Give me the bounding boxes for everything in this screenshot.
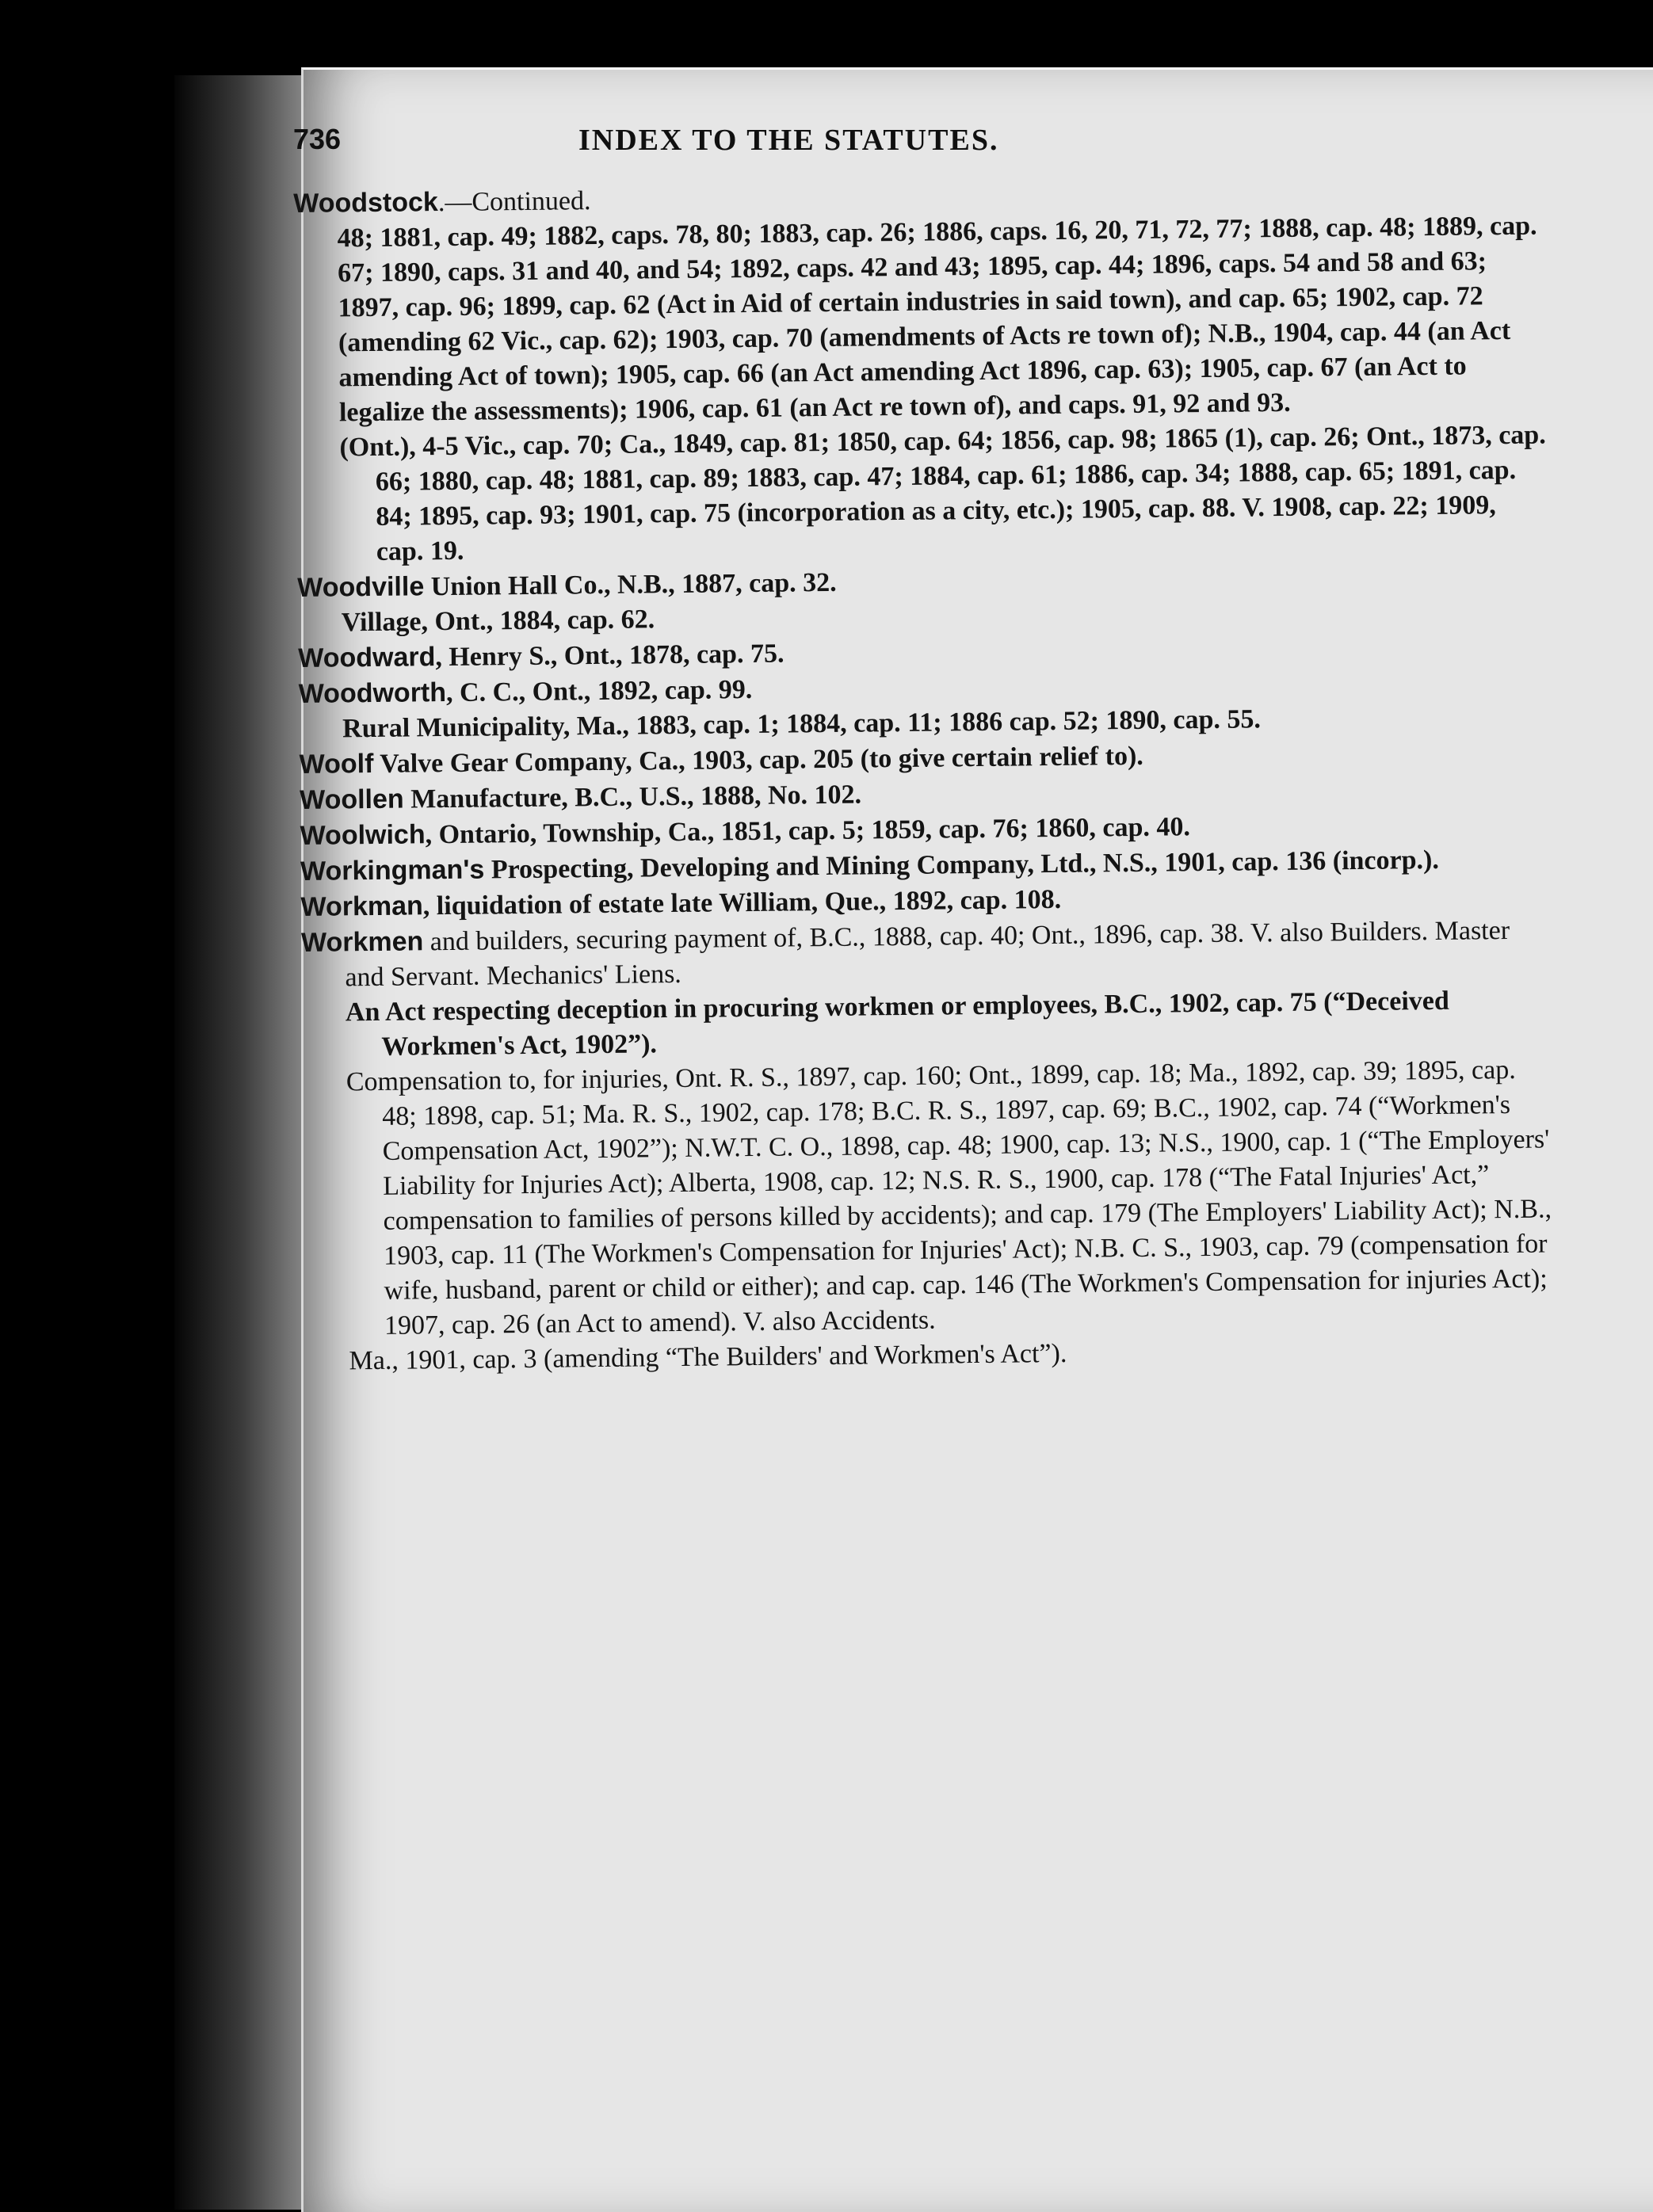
entry-headword: Woollen xyxy=(299,784,404,815)
entry-text: Valve Gear Company, Ca., 1903, cap. 205 (to give certain relief to). xyxy=(373,741,1143,779)
entry-text: An Act respecting deception in procuring workmen or employees, B.C., 1902, cap. 75 (“Deceived Workmen's Act, 1902”). xyxy=(345,986,1449,1062)
entry-headword: Woodstock xyxy=(293,187,439,219)
entry-text: .—Continued. xyxy=(437,186,591,218)
entry-text: Rural Municipality, Ma., 1883, cap. 1; 1884, cap. 11; 1886 cap. 52; 1890, cap. 55. xyxy=(342,704,1262,744)
index-entry xyxy=(296,418,1549,570)
page-number: 736 xyxy=(293,123,342,155)
index-entry xyxy=(302,982,1555,1066)
entry-headword: Woodward xyxy=(298,642,436,673)
entry-text: , C. C., Ont., 1892, cap. 99. xyxy=(445,674,753,708)
index-entries xyxy=(293,173,1558,1379)
entry-text: 48; 1881, cap. 49; 1882, caps. 78, 80; 1883, cap. 26; 1886, caps. 16, 20, 71, 72, 77; 1888, cap. 48; 1889, cap. 67; 1890, caps. 31 and 40, and 54; 1892, caps. 42 and 43; 1895, cap. 44; 1896, caps. 54 and 58 and 63; 1897, cap. 96; 1899, cap. 62 (Act in Aid of certain industries in said town), and cap. 65; 1902, cap. 72 (amending 62 Vic., cap. 62); 1903, cap. 70 (amendments of Acts re town of); N.B., 1904, cap. 44 (an Act amending Act of town); 1905, cap. 66 (an Act amending Act 1896, cap. 63); 1905, cap. 67 (an Act to legalize the assessments); 1906, cap. 61 (an Act re town of), and caps. 91, 92 and 93. xyxy=(337,211,1537,428)
index-entry xyxy=(293,208,1548,431)
entry-text: Village, Ont., 1884, cap. 62. xyxy=(341,604,655,638)
entry-text: Union Hall Co., N.B., 1887, cap. 32. xyxy=(424,567,837,602)
entry-text: , liquidation of estate late William, Que., 1892, cap. 108. xyxy=(422,884,1062,921)
entry-headword: Woodworth xyxy=(298,677,447,709)
entry-headword: Workingman's xyxy=(300,854,485,887)
page-header xyxy=(293,123,1260,170)
entry-text: , Ontario, Township, Ca., 1851, cap. 5; 1859, cap. 76; 1860, cap. 40. xyxy=(425,812,1191,850)
entry-text: (Ont.), 4-5 Vic., cap. 70; Ca., 1849, cap. 81; 1850, cap. 64; 1856, cap. 98; 1865 (1), cap. 26; Ont., 1873, cap. 66; 1880, cap. 48; 1881, cap. 89; 1883, cap. 47; 1884, cap. 61; 1886, cap. 34; 1888, cap. 65; 1891, cap. 84; 1895, cap. 93; 1901, cap. 75 (incorporation as a city, etc.); 1905, cap. 88. V. 1908, cap. 22; 1909, cap. 19. xyxy=(339,420,1546,566)
entry-headword: Woolf xyxy=(299,748,374,780)
entry-headword: Workman xyxy=(300,891,424,922)
entry-headword: Woolwich xyxy=(300,819,426,851)
entry-text: , Henry S., Ont., 1878, cap. 75. xyxy=(435,639,785,673)
entry-text: Compensation to, for injuries, Ont. R. S., 1897, cap. 160; Ont., 1899, cap. 18; Ma., 1892, cap. 39; 1895, cap. 48; 1898, cap. 51; Ma. R. S., 1902, cap. 178; B.C. R. S., 1897, cap. 69; B.C., 1902, cap. 74 (“Workmen's Compensation Act, 1902”); N.W.T. C. O., 1898, cap. 48; 1900, cap. 13; N.S., 1900, cap. 1 (“The Employers' Liability for Injuries Act); Alberta, 1908, cap. 12; N.S. R. S., 1900, cap. 178 (“The Fatal Injuries' Act,” compensation to families of persons killed by accidents); and cap. 179 (The Employers' Liability Act); N.B., 1903, cap. 11 (The Workmen's Compensation for Injuries' Act); N.B. C. S., 1903, cap. 79 (compensation for wife, husband, parent or child or either); and cap. cap. 146 (The Workmen's Compensation for injuries Act); 1907, cap. 26 (an Act to amend). V. also Accidents. xyxy=(345,1055,1552,1341)
entry-text: and builders, securing payment of, B.C., 1888, cap. 40; Ont., 1896, cap. 38. V. also Builders. Master and Servant. Mechanics' Liens. xyxy=(345,915,1510,993)
running-title: INDEX TO THE STATUTES. xyxy=(578,124,999,157)
entry-text: Prospecting, Developing and Mining Company, Ltd., N.S., 1901, cap. 136 (incorp.). xyxy=(484,845,1440,885)
entry-headword: Woodville xyxy=(297,571,425,603)
entry-headword: Workmen xyxy=(300,926,424,958)
index-entry xyxy=(301,912,1554,996)
entry-text: Manufacture, B.C., U.S., 1888, No. 102. xyxy=(403,780,862,814)
index-entry xyxy=(303,1052,1558,1344)
entry-text: Ma., 1901, cap. 3 (amending “The Builders' and Workmen's Act”). xyxy=(349,1338,1067,1376)
